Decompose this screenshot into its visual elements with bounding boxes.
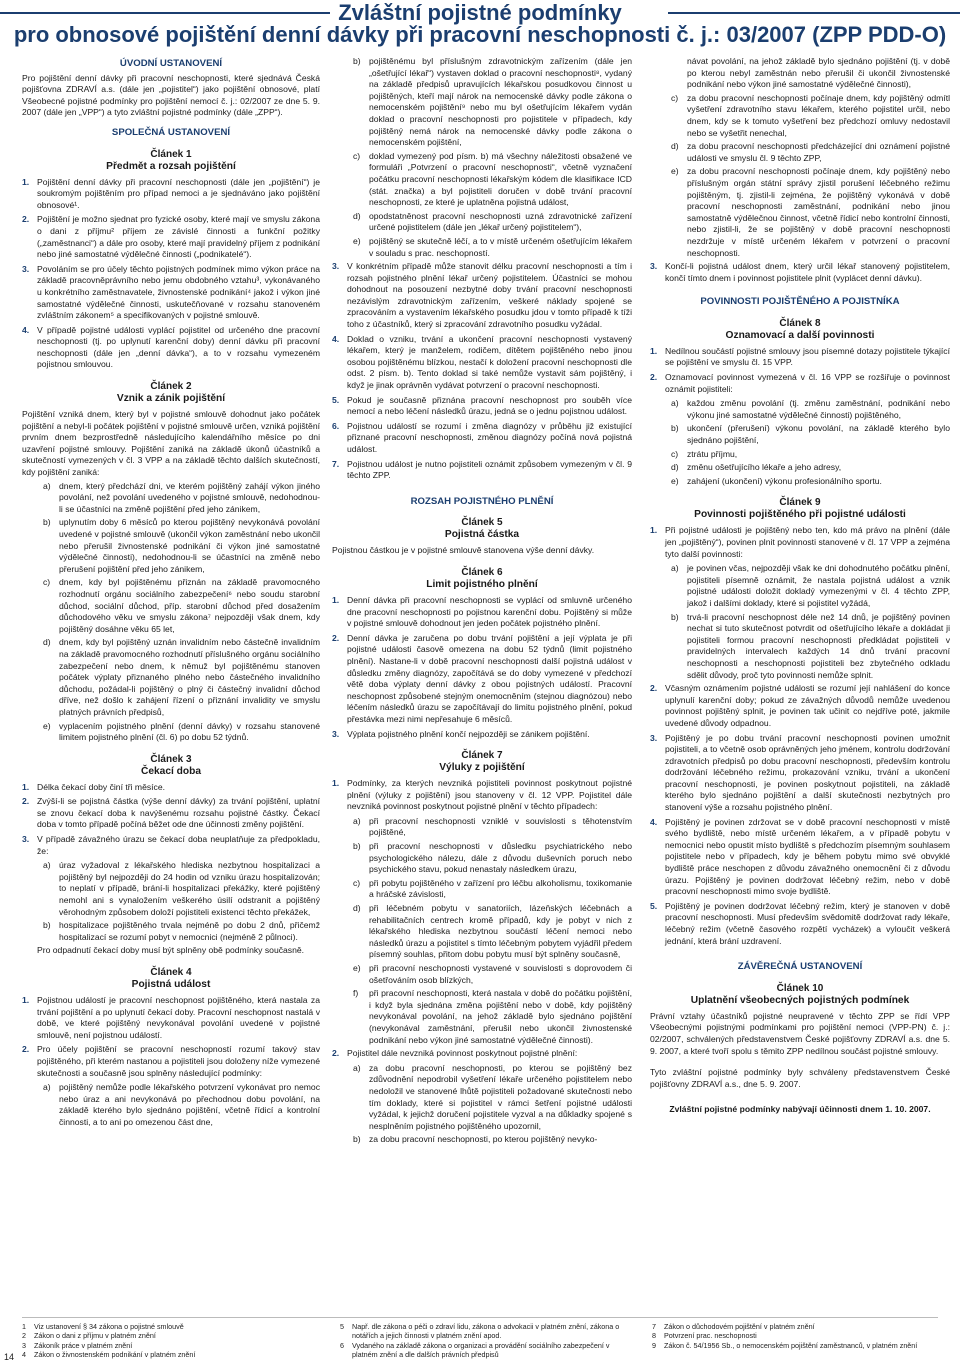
section-heading: SPOLEČNÁ USTANOVENÍ bbox=[111, 126, 231, 138]
numbered-paragraph: 1. Při pojistné události je pojištěný nebo ten, kdo má právo na plnění (dále jen „pojištěný“), povinen plnit povinnosti stanovené v čl. 17 VPP a zejména tyto další povinnosti: bbox=[650, 525, 950, 559]
numbered-paragraph: 3. Výplata pojistného plnění končí nejpozději se zánikem pojištění. bbox=[332, 728, 590, 739]
list-item: a) dnem, který předchází dni, ve kterém pojištěný zahájí výkon jiného povolání, než povolání uvedeného v pojistné smlouvě, nedohodnou-li se účastníci na změně pojištění před jeho zánikem, bbox=[43, 480, 320, 514]
numbered-paragraph: 3. V konkrétním případě může stanovit délku pracovní neschopnosti a tím i rozsah pojistného plnění lékař určený pojistitelem. Účastníci se mohou dohodnout na posouzení nezbytné doby trvání pracovní neschopnosti nezávislým zdravotnickým zařízením, veškeré náklady spojené se zpracováním a vystavením lékařského posudku jdou v tomto případě k tíži toho z účastníků, který si zpracování zdravotního posudku vyžádal. bbox=[332, 261, 632, 330]
column-1 bbox=[22, 56, 320, 1131]
article-title: Výluky z pojištění bbox=[439, 762, 525, 774]
footnote: 9 Zákon č. 54/1956 Sb., o nemocenském pojištění zaměstnanců, v platném znění bbox=[652, 1340, 918, 1350]
article-title: Čekací doba bbox=[140, 765, 202, 777]
article-title: Povinnosti pojištěného při pojistné události bbox=[694, 509, 906, 521]
numbered-paragraph: 4. Doklad o vzniku, trvání a ukončení pracovní neschopnosti vystavený lékařem, který je manželem, rodičem, dítětem pojištěného nebo jinou osobou pojištěnému blízkou, nestačí k doložení pracovní neschopnosti dle odst. 2 písm. b). Tento doklad si také nemůže vystavit sám pojištěný, i když je jinak oprávněn vydávat potvrzení o pracovní neschopnosti. bbox=[332, 333, 632, 391]
list-item: c) za dobu pracovní neschopnosti počínaje dnem, kdy pojištěný odmítl vyšetření zdravotního stavu lékařem, kterého pojistitel určil, nebo dnem, kdy se k tomuto vyšetření bez předchozí omluvy nedostavil nebo se vyšetřit nenechal, bbox=[671, 92, 950, 138]
numbered-paragraph: 1. Denní dávka při pracovní neschopnosti se vyplácí od smluvně určeného dne pracovní neschopnosti po pojistnou karenční dobu. Pojištěný si může v pojistné smlouvě dohodnout jen jeden počátek pojistného plnění. bbox=[332, 594, 632, 629]
section-heading: POVINNOSTI POJIŠTĚNÉHO A POJISTNÍKA bbox=[700, 296, 900, 308]
list-item: e) při pracovní neschopnosti vystavené v souvislosti s doprovodem či ošetřováním osob blízkých, bbox=[353, 963, 632, 985]
list-item: c) při pobytu pojištěného v zařízení pro léčbu alkoholismu, toxikomanie a hráčské závislosti, bbox=[353, 877, 632, 900]
footnote: 1 Viz ustanovení § 34 zákona o pojistné smlouvě bbox=[22, 1322, 184, 1331]
numbered-paragraph: 3. Končí-li pojistná událost dnem, který určil lékař stanovený pojistitelem, končí tímto dnem i povinnost pojistitele plnit (vyplácet denní dávku). bbox=[650, 261, 950, 283]
footnotes-block-2 bbox=[340, 1322, 630, 1360]
article-title: Vznik a zánik pojištění bbox=[116, 393, 226, 405]
numbered-paragraph: 2. Pojištění je možno sjednat pro fyzické osoby, které mají ve smyslu zákona o dani z příjmu² příjem ze závislé činnosti a funkční požitky („zaměstnanci“) a dále pro osoby, které mají pravidelný příjem z podnikání nebo jiné samostatné výdělečné činnosti („podnikatelé“). bbox=[22, 214, 320, 260]
article-number: Článek 8 bbox=[779, 317, 821, 329]
list-item: a) za dobu pracovní neschopnosti, po kterou se pojištěný bez zdůvodnění nepodrobil vyšetření lékaře určeného pojistitelem nebo nedoložil ve stanovené lhůtě pojistiteli požadované skutečnosti nebo tím doklady, které si pojistitel v rámci šetření pojistné události vyžádal, k jejichž doručení pojistitele vyzval a na důkladky spojené s nesplněním pojistného pojištěného upozornil, bbox=[353, 1062, 632, 1131]
numbered-paragraph: 3. V případě závažného úrazu se čekací doba neuplatňuje za předpokladu, že: bbox=[22, 834, 320, 856]
article-title: Pojistná částka bbox=[444, 529, 520, 541]
section-heading: ZÁVĚREČNÁ USTANOVENÍ bbox=[737, 961, 863, 973]
footnote: 5 Např. dle zákona o péči o zdraví lidu, zákona o advokacii v platném znění, zákona o notářích a jejich činnosti v platném znění apod. bbox=[340, 1322, 620, 1341]
footnote: 3 Zákoník práce v platném znění bbox=[22, 1340, 133, 1350]
footnote: 6 Vydaného na základě zákona o organizaci a provádění sociálního zabezpečení v platném znění a dle dalších právních předpisů bbox=[340, 1340, 610, 1360]
list-item: a) při pracovní neschopnosti vzniklé v souvislosti s těhotenstvím pojištěné, bbox=[353, 815, 632, 838]
article-number: Článek 1 bbox=[150, 148, 192, 160]
list-item: e) vyplacením pojistného plnění (denní dávky) v rozsahu stanovené limitem pojistného plnění (čl. 6) po dobu 52 týdnů. bbox=[43, 720, 320, 743]
numbered-paragraph: 2. Pro účely pojištění se pracovní neschopností rozumí takový stav pojištěného, při kterém nastanou a pojistiteli jsou doloženy níže vymezené skutečnosti a současně jsou splněny následující podmínky: bbox=[22, 1044, 320, 1078]
footnote: 8 Potvrzení prac. neschopnosti bbox=[652, 1331, 757, 1341]
numbered-paragraph: 5. Pojištěný je povinen dodržovat léčebný režim, který je stanoven v době pracovní neschopnosti. Musí především svědomitě dodržovat rady lékaře, léčebný režim (včetně časového rozpětí vycházek) a vyloučit veškerá jednání, která brání uzdravení. bbox=[650, 900, 950, 946]
footnote: 2 Zákon o dani z příjmu v platném znění bbox=[22, 1331, 156, 1341]
document-subtitle: pro obnosové pojištění denní dávky při pracovní neschopnosti č. j.: 03/2007 (ZPP PDD-O) bbox=[13, 22, 947, 47]
list-item: f) při pracovní neschopnosti, která nastala v době do počátku pojištění, i když byla sjednána změna pojištění nebo v době, kdy pojištěný nevykonával povolání, na jehož základě bylo sjednáno pojištění (nevykonával zaměstnání, přerušil nebo ukončil živnostenské podnikání nebo výkon jiné samostatné výdělečné činnosti). bbox=[353, 988, 632, 1045]
article-number: Článek 6 bbox=[461, 566, 503, 578]
numbered-paragraph: 1. Podmínky, za kterých nevzniká pojistiteli povinnost poskytnout pojistné plnění (výluky z pojištění) jsou stanoveny v čl. 12 VPP. Pojistitel dále nevzniká povinnost poskytnout pojistné plnění v těchto případech: bbox=[332, 778, 632, 812]
list-item: d) za dobu pracovní neschopnosti předcházející dni oznámení pojistné události ve smyslu čl. 9 těchto ZPP, bbox=[671, 141, 950, 163]
article-number: Článek 2 bbox=[150, 381, 192, 393]
article-title: Oznamovací a další povinnosti bbox=[725, 329, 875, 341]
document-title: Zvláštní pojistné podmínky bbox=[338, 0, 622, 25]
article-number: Článek 4 bbox=[150, 967, 192, 978]
column-2 bbox=[332, 56, 632, 1148]
footnotes-block-3 bbox=[652, 1322, 942, 1350]
page-number: 14 bbox=[3, 1352, 14, 1362]
numbered-paragraph: 2. Oznamovací povinnost vymezená v čl. 16 VPP se rozšiřuje o povinnost oznámit pojistiteli: bbox=[650, 372, 950, 394]
list-item: d) dnem, kdy byl pojištěný uznán invalidním nebo částečně invalidním na základě pravomocného rozhodnutí příslušného orgánu sociálního zabezpečení nebo dnem, k němuž byl pojištěnému stanoven počátek výplaty přiznaného plného nebo částečného invalidního důchodu, požádal-li pojištěný o plný či částečný invalidní důchod dříve, než došlo k zahájení řízení o přiznání invalidity ve smyslu platných právních předpisů, bbox=[43, 637, 320, 717]
approval-note: Tyto zvláštní pojistné podmínky byly schváleny představenstvem České pojišťovny ZDRAVÍ a.s., dne 5. 9. 2007. bbox=[650, 1067, 950, 1089]
list-item: b) při pracovní neschopnosti v důsledku psychiatrického nebo psychologického nálezu, dále z důvodu duševních poruch nebo psychického stavu, pokud nenastaly následkem úrazu, bbox=[353, 841, 632, 875]
paragraph: Pojištění vzniká dnem, který byl v pojistné smlouvě dohodnut jako počátek pojištění a nebyl-li počátek pojištění v pojistné smlouvě určen, vzniká pojištění prvním dnem bezprostředně následujícího kalendářního měsíce po dni uzavření pojistné smlouvy. Pojištění zaniká na základě úkonů účastníků a skutečností vymezených v čl. 3 VPP a na základě těchto dalších skutečností, kdy pojištění zaniká: bbox=[22, 409, 320, 478]
footnote: 7 Zákon o důchodovém pojištění v platném znění bbox=[652, 1322, 815, 1331]
list-item: d) změnu ošetřujícího lékaře a jeho adresy, bbox=[671, 462, 842, 473]
list-item: b) hospitalizace pojištěného trvala nejméně po dobu 2 dnů, přičemž hospitalizací se rozumí pobyt v nemocnici (nejméně 2 půlnoci). bbox=[43, 920, 320, 942]
list-item: e) za dobu pracovní neschopnosti počínaje dnem, kdy pojištěný nebo příslušným orgán státní správy zjistil porušení léčebného režimu pojištěným, tj. zjistil-li zejména, že pojištěný vykonává v době pracovní neschopnosti zaměstnání, podnikání nebo jinou samostatně výdělečnou činnost, včetně řídicí nebo kontrolní činnosti, nebo zjistil-li, že se pojištěný v době pracovní neschopnosti nezdržuje v místě určeném lékařem v potvrzení o pracovní neschopnosti. bbox=[671, 166, 950, 258]
footnote: 4 Zákon o živnostenském podnikání v platném znění bbox=[22, 1350, 196, 1360]
numbered-paragraph: 2. Denní dávka je zaručena po dobu trvání pojištění a její výplata je při pojistné události časově omezena na dobu 52 týdnů (limit pojistného plnění). Nastane-li v době pracovní neschopnosti další pojistná událost v důsledku změny diagnózy, započítává se do doby vymezené v předchozí větě doba výplaty denní dávky z obou pojistných událostí. Pracovní neschopnost způsobené stejným onemocněním (stejnou diagnózou) nebo léčením následků úrazu se započítávají do limitu pojistného plnění, pokud přestávka mezi nimi nepřesahuje 6 měsíců. bbox=[332, 632, 632, 724]
article-title: Předmět a rozsah pojištění bbox=[106, 160, 236, 172]
list-item: a) je povinen včas, nejpozději však ke dni dohodnutého počátku plnění, pojistiteli písemně oznámit, že nastala pojistná událost a vznik pojistné události doložit dokladý vymezenými v čl. 4 těchto ZPP, jakož i dalšími doklady, které si pojistitel vyžádá, bbox=[671, 563, 950, 608]
list-item: c) doklad vymezený pod písm. b) má všechny náležitosti obsažené ve formuláři „Potvrzení o pracovní neschopnosti“, včetně vyznačení počátku pracovní neschopnosti lékařským kódem dle klasifikace ICD (stát. značka) a byl pojistiteli doručen v době trvání pracovní neschopnosti, ze které je uplatněna pojistná událost, bbox=[353, 150, 632, 208]
numbered-paragraph: 2. Pojistitel dále nevzniká povinnost poskytnout pojistné plnění: bbox=[332, 1048, 578, 1059]
article-number: Článek 5 bbox=[461, 517, 503, 529]
column-3 bbox=[650, 56, 950, 1118]
article-title: Limit pojistného plnění bbox=[426, 578, 538, 590]
article-number: Článek 3 bbox=[150, 753, 192, 765]
numbered-paragraph: 4. Pojištěný je povinen zdržovat se v době pracovní neschopnosti v místě svého bydliště, nebo místě určeném lékařem, a v případě pobytu v nemocnici nebo opustit místo bydliště s předchozím písemným souhlasem pojistitele nebo v případech, kdy je během pobytu mimo své obvyklé bydliště práce neschopen z důvodu závažného onemocnění či z důvodu úrazu. Pojištěný je povinen dodržovat léčebný režim, nebo v době pracovní neschopnosti mimo svoje bydliště. bbox=[650, 816, 950, 897]
footnote-divider bbox=[22, 1317, 938, 1318]
numbered-paragraph: 7. Pojistnou událost je nutno pojistiteli oznámit způsobem vymezeným v čl. 9 těchto ZPP. bbox=[332, 458, 632, 481]
list-item: e) pojištěný se skutečně léčí, a to v místě určeném ošetřujícím lékařem v souladu s prac. neschopností. bbox=[353, 235, 632, 258]
document-header bbox=[0, 0, 960, 52]
paragraph: Pro odpadnutí čekací doby musí být splněny obě podmínky současně. bbox=[37, 945, 305, 956]
article-number: Článek 10 bbox=[776, 982, 824, 994]
article-title: Uplatnění všeobecných pojistných podmínek bbox=[690, 994, 910, 1006]
numbered-paragraph: 5. Pokud je současně přiznána pracovní neschopnost pro souběh více nemocí a nebo léčení následků úrazu, jedná se o jednu pojistnou událost. bbox=[332, 394, 632, 417]
list-item: c) ztrátu příjmu, bbox=[671, 448, 738, 459]
numbered-paragraph: 3. Pojištěný je po dobu trvání pracovní neschopnosti povinen umožnit pojistiteli, a to včetně osob oprávněných jeho jménem, kontrolu dodržování zdravotních předpisů po dobu pracovní neschopnosti, především kontrolu dodržování léčebného režimu, prokazování vzniku, trvání a ukončení pracovní neschopnosti, je povinen poskytnout pojistiteli, na základě kterého bylo sjednáno pojištění a další skutečnosti nezbytných pro stanovení výše a rozsahu pojistného plnění. bbox=[650, 732, 950, 813]
numbered-paragraph: 4. V případě pojistné události vyplácí pojistitel od určeného dne pracovní neschopnosti (tj. po uplynutí karenční doby) denní dávku při pracovní neschopnosti (dále jen „denní dávka“), a to v rozsahu vymezeném pojistnou smlouvou. bbox=[22, 324, 320, 370]
article-number: Článek 9 bbox=[779, 497, 821, 509]
list-item: a) pojištěný nemůže podle lékařského potvrzení vykonávat pro nemoc nebo úraz a ani nevykonává po přechodnou dobu povolání, na základě kterého bylo sjednáno pojištění, včetně řídicí a kontrolní činnosti, a to ani po omezenou část dne, bbox=[43, 1082, 320, 1127]
numbered-paragraph: 3. Povoláním se pro účely těchto pojistných podmínek mimo výkon práce na základě pracovněprávního nebo jemu obdobného vztahu³, vykonávaného u konkrétního zaměstnavatele, živnostenské podnikání⁴ jakož i výkon jiné samostatné výdělečné činnosti, uskutečňované v rozsahu stanoveném zvláštním zákonem⁵ a specifikovaných v pojistné smlouvě. bbox=[22, 263, 320, 321]
list-item: b) pojištěnému byl příslušným zdravotnickým zařízením (dále jen „ošetřující lékař“) vystaven doklad o pracovní neschopnosti⁸, vydaný na základě předpisů upravujících lékařskou posudkovou činnost u pojištěných, kteří mají nárok na nemocenské dávky podle zákona o nemocenském pojištění⁹ nebo mu byl ošetřujícím lékařem vydán doklad o pracovní neschopnosti pro pojistitele v případech, kdy pojištěný nemá nárok na nemocenské dávky podle zákona o nemocenském pojištění, bbox=[353, 56, 632, 148]
numbered-paragraph: 2. Včasným oznámením pojistné události se rozumí její nahlášení do konce uplynulí karenční doby; pokud ze závažných důvodů nemůže uvedenou povinnost pojištěný splnit, je povinen tak učinit co nejdříve poté, jakmile uvedené důvody odpadnou. bbox=[650, 683, 950, 728]
list-item: e) zahájení (ukončení) výkonu profesionálního sportu. bbox=[671, 475, 882, 486]
effective-date-note: Zvláštní pojistné podmínky nabývají účinnosti dnem 1. 10. 2007. bbox=[669, 1104, 931, 1115]
list-item: b) ukončení (přerušení) výkonu povolání, na základě kterého bylo sjednáno pojištění, bbox=[671, 423, 950, 446]
numbered-paragraph: 1. Pojištění denní dávky při pracovní neschopnosti (dále jen „pojištění“) je soukromým pojištěním pro případ nemoci a je sjednáváno jako pojištění obnosové¹. bbox=[22, 176, 320, 210]
list-item: a) úraz vyžadoval z lékařského hlediska nezbytnou hospitalizaci a pojištěný byl nejpozději do 24 hodin od vzniku úrazu hospitalizován; to neplatí v případě, brání-li hospitalizaci překážky, které pojištěný nemohl ani s vynaložením veškerého úsilí odstranit a pojištěný věrohodným způsobem doloží pojistiteli existenci těchto překážek, bbox=[43, 860, 320, 917]
numbered-paragraph: 1. Nedílnou součástí pojistné smlouvy jsou písemné dotazy pojistitele týkající se pojištění ve smyslu čl. 15 VPP. bbox=[650, 345, 950, 368]
list-item: c) dnem, kdy byl pojištěnému přiznán na základě pravomocného rozhodnutí orgánu sociálního zabezpečení⁶ nebo soudu starobní důchod, sociální důchod, příp. starobní důchod před dosažením důchodového věku ve smyslu zákona⁷ nejpozději však dnem, kdy pojištěný dosáhne věku 65 let, bbox=[43, 577, 320, 634]
list-item: d) opodstatněnost pracovní neschopnosti uzná zdravotnické zařízení určené pojistitelem (dále jen „lékař určený pojistitelem“), bbox=[353, 210, 632, 233]
list-item: a) každou změnu povolání (tj. změnu zaměstnání, podnikání nebo výkonu jiné samostatné výdělečné činnosti) pojištěného, bbox=[671, 398, 950, 420]
list-item: d) při léčebném pobytu v sanatoriích, lázeňských léčebnách a rehabilitačních centrech kromě případů, kdy je pobyt v nich z lékařského hlediska nezbytnou součástí léčení nemoci nebo následků úrazu a pojistitel s tímto léčebným pobytem vyjádřil předem písemný souhlas, přitom dobu pobytu musí být splněny současně, bbox=[353, 903, 632, 960]
paragraph: Pojistnou částkou je v pojistné smlouvě stanovena výše denní dávky. bbox=[332, 545, 595, 556]
numbered-paragraph: 6. Pojistnou událostí se rozumí i změna diagnózy v průběhu již existující přiznané pracovní neschopnosti, změnou diagnózy počíná nová pojistná událost. bbox=[332, 420, 632, 454]
list-item: b) trvá-li pracovní neschopnost déle než 14 dnů, je pojištěný povinen nechat si tuto skutečnost potvrdit od ošetřujícího lékaře a dokládat ji pojistiteli formou pracovní neschopnosti předkládat pojistiteli v pravidelných intervalech každých 14 dnů trvání pracovní neschopnosti a neschopnosti pojistiteli bez zbytečného odkladu sdělit důvody, proč tyto povinnosti nemůže splnit. bbox=[671, 611, 950, 680]
section-heading: ROZSAH POJISTNÉHO PLNĚNÍ bbox=[410, 495, 554, 507]
footnotes-block-1 bbox=[22, 1322, 312, 1360]
paragraph: Pro pojištění denní dávky při pracovní neschopnosti, které sjednává Česká pojišťovna ZDRAVÍ a.s. (dále jen „pojistitel“) jako pojištění obnosové, platí Všeobecné pojistné podmínky pro pojištění nemocí č. j.: 02/2007 ze dne 5. 9. 2007 (dále jen „VPP“) a tyto zvláštní pojistné podmínky (dále „ZPP“). bbox=[22, 72, 320, 118]
numbered-paragraph: 1. Pojistnou událostí je pracovní neschopnost pojištěného, která nastala za trvání pojištění a po uplynutí čekací doby. Pracovní neschopnost nastalá v době, ve které pojištěný nevykonával povolání uvedené v pojistné smlouvě, není pojistnou událostí. bbox=[22, 995, 320, 1040]
list-item: b) uplynutím doby 6 měsíců po kterou pojištěný nevykonává povolání uvedené v pojistné smlouvě (ukončil výkon zaměstnání nebo ukončil nebo přerušil živnostenské podnikání či výkon jiné samostatné výdělečné činnosti), nedohodnou-li se účastníci na změně nebo přerušení pojištění před jeho zánikem, bbox=[43, 517, 320, 574]
numbered-paragraph: 1. Délka čekací doby činí tři měsíce. bbox=[22, 781, 165, 792]
section-heading: ÚVODNÍ USTANOVENÍ bbox=[119, 58, 223, 69]
numbered-paragraph: 2. Zvýší-li se pojistná částka (výše denní dávky) za trvání pojištění, uplatní se znovu čekací doba k navýšenému rozsahu pojistné částky. Čekací doba v tomto případě počíná běžet ode dne účinnosti změny pojištění. bbox=[22, 796, 320, 830]
list-item: návat povolání, na jehož základě bylo sjednáno pojištění (tj. v době po kterou nebyl zaměstnán nebo přerušil či ukončil živnostenské podnikání nebo výkon jiné samostatné výdělečné činnosti), bbox=[687, 56, 950, 90]
article-number: Článek 7 bbox=[461, 750, 503, 762]
article-title: Pojistná událost bbox=[131, 979, 211, 990]
paragraph: Právní vztahy účastníků pojistné neupravené v těchto ZPP se řídí VPP Všeobecnými pojistnými podmínkami pro pojištění nemoci (VPP-PN) č. j.: 02/2007, schválených představenstvem České pojišťovny ZDRAVÍ a.s. dne 5. 9. 2007, a které tvoří spolu s těmito ZPP nedílnou součást pojistné smlouvy. bbox=[650, 1010, 950, 1056]
list-item: b) za dobu pracovní neschopnosti, po kterou pojištěný nevyko- bbox=[353, 1134, 598, 1145]
